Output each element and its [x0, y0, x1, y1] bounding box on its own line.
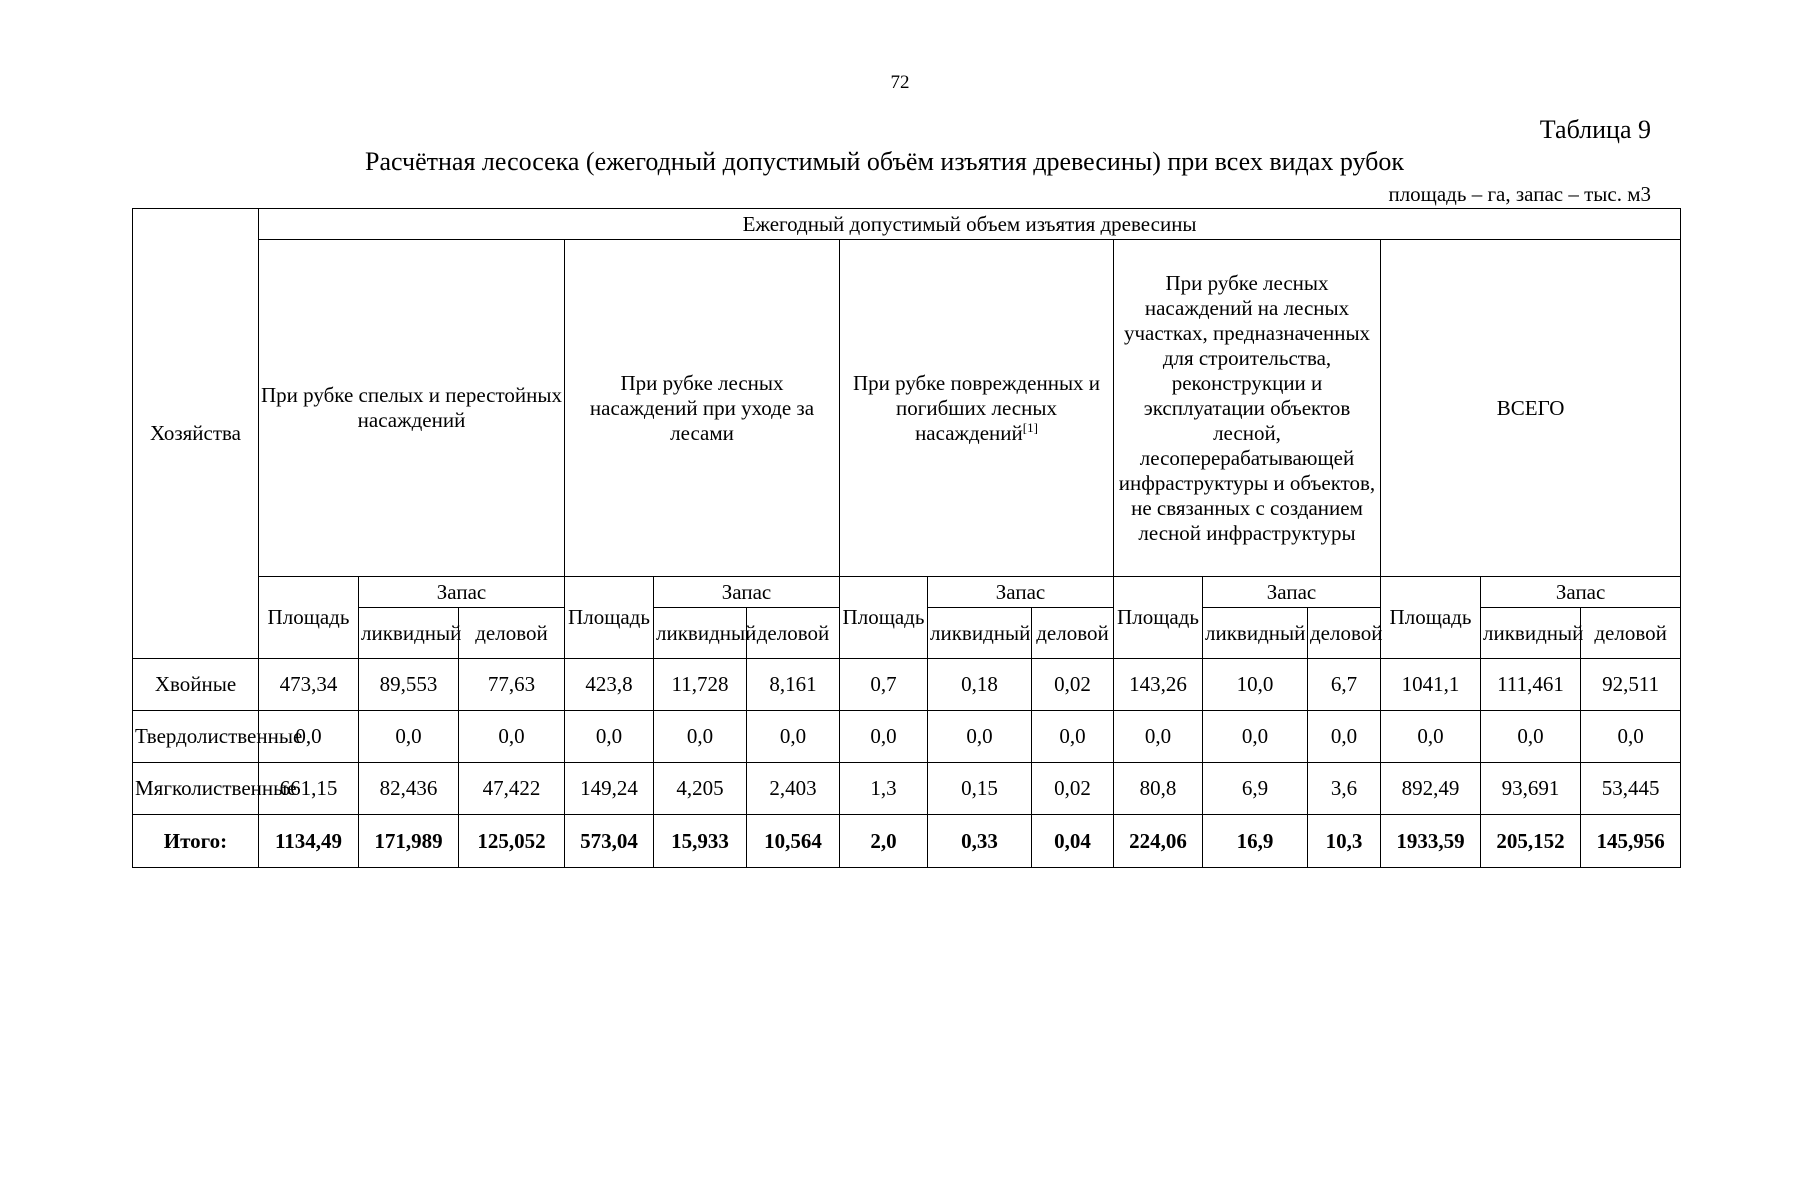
- table-cell: 80,8: [1114, 763, 1203, 815]
- row-label: Хвойные: [133, 659, 259, 711]
- area-header: Площадь: [1114, 577, 1203, 659]
- business-header: деловой: [459, 608, 565, 659]
- area-header: Площадь: [259, 577, 359, 659]
- page-number: 72: [890, 72, 910, 93]
- total-cell: 0,33: [928, 815, 1032, 868]
- group-header-damaged-text: При рубке поврежденных и погибших лесных насаждений: [852, 370, 1101, 445]
- group-header-total: ВСЕГО: [1381, 240, 1681, 577]
- area-header: Площадь: [565, 577, 654, 659]
- table-cell: 1041,1: [1381, 659, 1481, 711]
- table-cell: 0,0: [928, 711, 1032, 763]
- table-cell: 0,0: [1381, 711, 1481, 763]
- table-cell: 47,422: [459, 763, 565, 815]
- units-note: площадь – га, запас – тыс. м3: [1388, 182, 1651, 206]
- row-label: Твердолиственные: [133, 711, 259, 763]
- table-cell: 0,0: [1308, 711, 1381, 763]
- table-cell: 0,0: [1203, 711, 1308, 763]
- business-header: деловой: [1581, 608, 1681, 659]
- business-header: деловой: [747, 608, 840, 659]
- total-cell: 15,933: [654, 815, 747, 868]
- table-cell: 6,7: [1308, 659, 1381, 711]
- table-cell: 0,02: [1032, 763, 1114, 815]
- liquid-header: ликвидный: [654, 608, 747, 659]
- table-cell: 143,26: [1114, 659, 1203, 711]
- table-cell: 4,205: [654, 763, 747, 815]
- group-header-care: При рубке лесных насаждений при уходе за лесами: [565, 240, 840, 577]
- table-cell: 93,691: [1481, 763, 1581, 815]
- stock-header: Запас: [928, 577, 1114, 608]
- group-header-mature: При рубке спелых и перестойных насаждений: [259, 240, 565, 577]
- table-cell: 892,49: [1381, 763, 1481, 815]
- table-row: [133, 659, 1681, 711]
- liquid-header: ликвидный: [1481, 608, 1581, 659]
- total-cell: 1134,49: [259, 815, 359, 868]
- total-cell: 2,0: [840, 815, 928, 868]
- table-cell: 473,34: [259, 659, 359, 711]
- table-title: Расчётная лесосека (ежегодный допустимый объём изъятия древесины) при всех видах рубок: [365, 147, 1404, 176]
- total-cell: 1933,59: [1381, 815, 1481, 868]
- total-cell: 10,564: [747, 815, 840, 868]
- total-cell: 16,9: [1203, 815, 1308, 868]
- table-cell: 6,9: [1203, 763, 1308, 815]
- table-cell: 0,0: [1114, 711, 1203, 763]
- liquid-header: ликвидный: [359, 608, 459, 659]
- table-cell: 0,7: [840, 659, 928, 711]
- table-cell: 423,8: [565, 659, 654, 711]
- total-label: Итого:: [133, 815, 259, 868]
- farm-header: Хозяйства: [133, 209, 259, 659]
- business-header: деловой: [1032, 608, 1114, 659]
- stock-header: Запас: [359, 577, 565, 608]
- stock-header: Запас: [1481, 577, 1681, 608]
- table-label: Таблица 9: [1539, 115, 1651, 144]
- table-cell: 661,15: [259, 763, 359, 815]
- table-cell: 77,63: [459, 659, 565, 711]
- area-header: Площадь: [840, 577, 928, 659]
- table-cell: 0,0: [1581, 711, 1681, 763]
- table-row: [133, 711, 1681, 763]
- table-cell: 0,15: [928, 763, 1032, 815]
- table-row: [133, 763, 1681, 815]
- table-cell: 0,0: [840, 711, 928, 763]
- table-cell: 0,18: [928, 659, 1032, 711]
- total-cell: 573,04: [565, 815, 654, 868]
- area-header: Площадь: [1381, 577, 1481, 659]
- total-cell: 205,152: [1481, 815, 1581, 868]
- total-cell: 10,3: [1308, 815, 1381, 868]
- total-cell: 0,04: [1032, 815, 1114, 868]
- table-cell: 82,436: [359, 763, 459, 815]
- table-cell: 11,728: [654, 659, 747, 711]
- group-header-construction: При рубке лесных насаждений на лесных участках, предназначенных для строительства, реконструкции и эксплуатации объектов лесной, лесоперерабатывающей инфраструктуры и объектов, не связанных с созданием лесной инфраструктуры: [1114, 240, 1381, 577]
- table-cell: 0,0: [747, 711, 840, 763]
- total-cell: 145,956: [1581, 815, 1681, 868]
- table-cell: 0,0: [259, 711, 359, 763]
- total-cell: 224,06: [1114, 815, 1203, 868]
- table-cell: 89,553: [359, 659, 459, 711]
- table-cell: 53,445: [1581, 763, 1681, 815]
- table-cell: 149,24: [565, 763, 654, 815]
- liquid-header: ликвидный: [928, 608, 1032, 659]
- table-cell: 0,02: [1032, 659, 1114, 711]
- table-cell: 111,461: [1481, 659, 1581, 711]
- group-header-damaged: [840, 240, 1114, 577]
- table-cell: 0,0: [565, 711, 654, 763]
- table-cell: 10,0: [1203, 659, 1308, 711]
- table-cell: 0,0: [1481, 711, 1581, 763]
- total-cell: 125,052: [459, 815, 565, 868]
- business-header: деловой: [1308, 608, 1381, 659]
- table-cell: 2,403: [747, 763, 840, 815]
- table-cell: 0,0: [654, 711, 747, 763]
- table-cell: 0,0: [459, 711, 565, 763]
- table-cell: 3,6: [1308, 763, 1381, 815]
- row-label: Мягколиственные: [133, 763, 259, 815]
- table-cell: 1,3: [840, 763, 928, 815]
- liquid-header: ликвидный: [1203, 608, 1308, 659]
- table-cell: 92,511: [1581, 659, 1681, 711]
- harvest-table: [132, 208, 1681, 868]
- table-cell: 0,0: [1032, 711, 1114, 763]
- table-cell: 0,0: [359, 711, 459, 763]
- stock-header: Запас: [1203, 577, 1381, 608]
- stock-header: Запас: [654, 577, 840, 608]
- table-cell: 8,161: [747, 659, 840, 711]
- total-cell: 171,989: [359, 815, 459, 868]
- total-row: [133, 815, 1681, 868]
- footnote-mark: [1]: [1022, 419, 1038, 435]
- span-header: Ежегодный допустимый объем изъятия древесины: [259, 209, 1681, 240]
